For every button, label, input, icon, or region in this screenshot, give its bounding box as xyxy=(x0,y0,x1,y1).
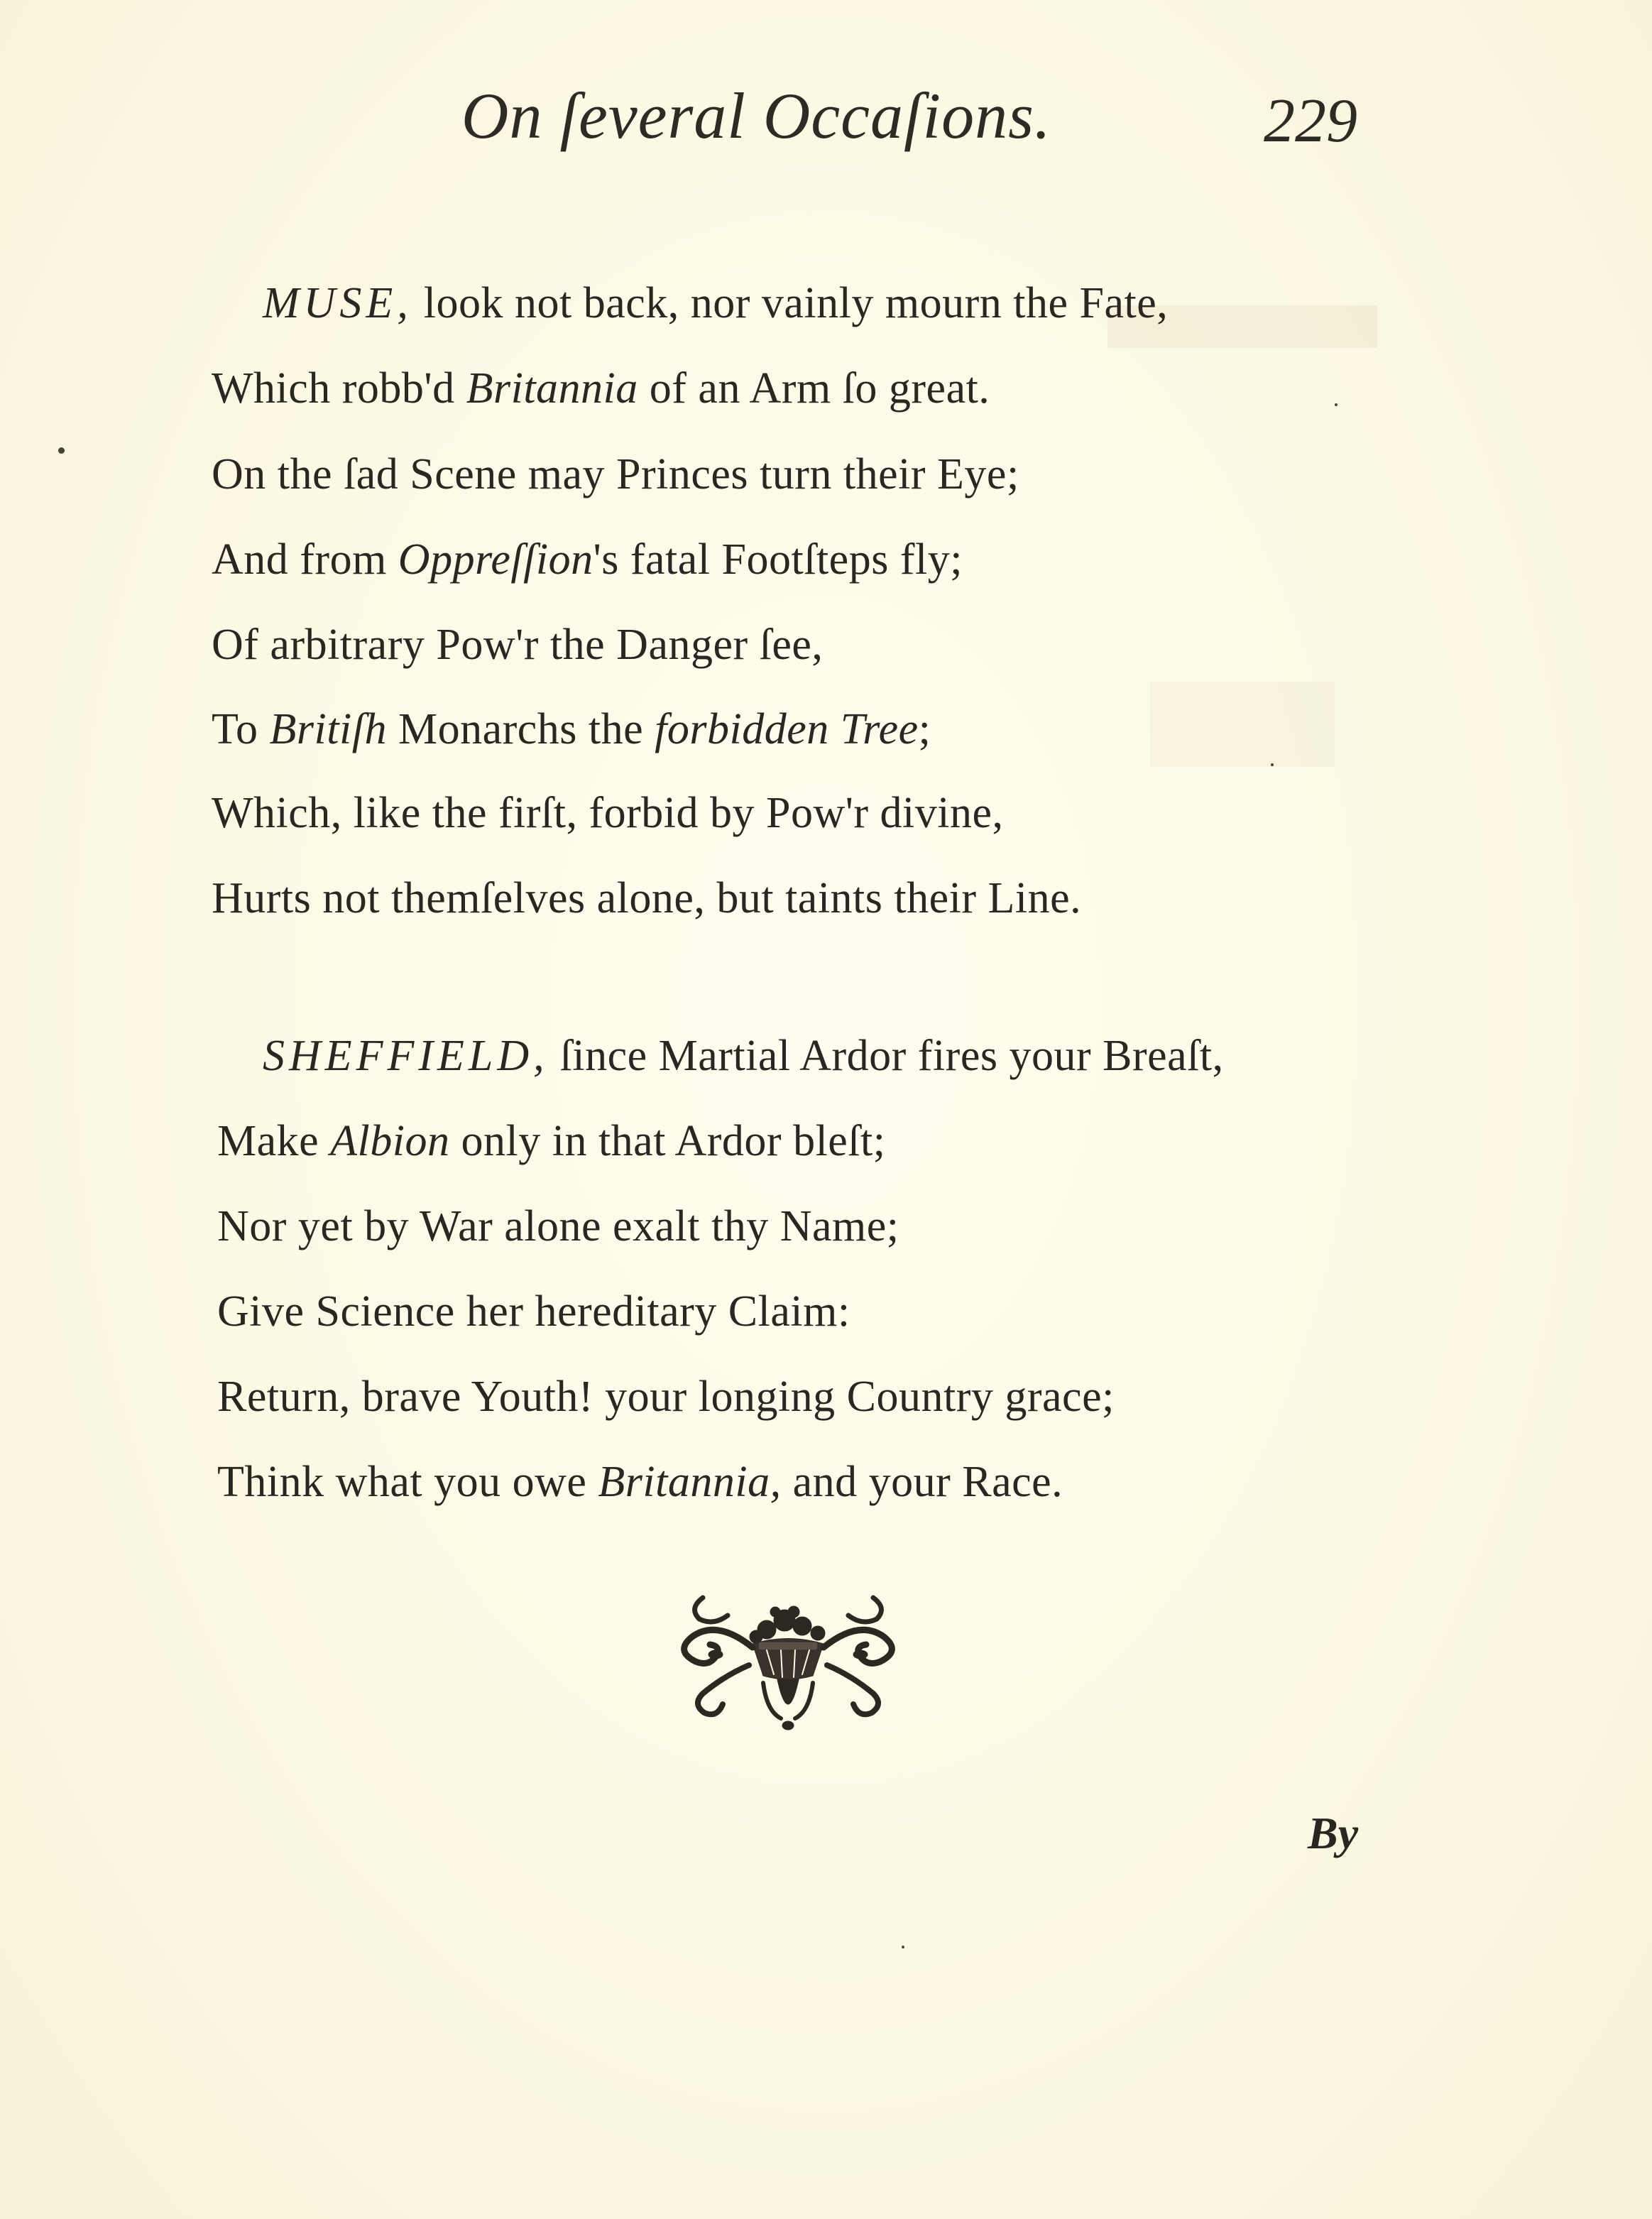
verse-text: Nor yet by War alone exalt thy Name; xyxy=(217,1202,899,1250)
verse-text: Of arbitrary Pow'r the Danger ſee, xyxy=(212,621,824,669)
verse-emphasis: SHEFFIELD, xyxy=(263,1032,549,1080)
catchword: By xyxy=(1308,1808,1359,1858)
verse-text: 's fatal Footſteps fly; xyxy=(593,535,963,584)
verse-text: Which robb'd xyxy=(212,364,466,413)
verse-emphasis: Britannia, xyxy=(598,1458,782,1506)
verse-text: Hurts not themſelves alone, but taints their Line. xyxy=(212,874,1082,922)
verse-text: ; xyxy=(918,705,931,753)
verse-line xyxy=(212,364,990,414)
running-title: On ſeveral Occaſions. xyxy=(461,80,1051,152)
show-through-shadow xyxy=(1150,682,1335,767)
verse-emphasis: Britiſh xyxy=(269,705,387,753)
verse-line xyxy=(263,1031,1224,1081)
verse-line xyxy=(217,1372,1115,1422)
verse-line xyxy=(217,1116,886,1167)
verse-text: Monarchs the xyxy=(386,705,655,753)
verse-text: On the ſad Scene may Princes turn their Eye; xyxy=(212,450,1019,498)
verse-text: ſince Martial Ardor fires your Breaſt, xyxy=(548,1032,1224,1080)
verse-text: Think what you owe xyxy=(217,1458,598,1506)
verse-text: of an Arm ſo great. xyxy=(638,364,990,413)
page-header xyxy=(0,78,1652,163)
verse-emphasis: Britannia xyxy=(466,364,638,413)
verse-line xyxy=(263,278,1168,329)
verse-line xyxy=(217,1457,1063,1507)
verse-text: and your Race. xyxy=(781,1458,1063,1506)
verse-text: Give Science her hereditary Claim: xyxy=(217,1287,850,1336)
verse-text: To xyxy=(212,705,270,753)
page-number: 229 xyxy=(1264,87,1357,156)
verse-line xyxy=(217,1287,850,1337)
verse-line xyxy=(217,1201,899,1252)
verse-line xyxy=(212,620,823,670)
verse-emphasis: MUSE, xyxy=(263,279,412,327)
verse-text: Which, like the firſt, forbid by Pow'r divine, xyxy=(212,789,1004,837)
floral-basket-ornament-icon xyxy=(660,1576,916,1733)
verse-emphasis: Oppreſſion xyxy=(398,535,593,584)
verse-line xyxy=(212,873,1081,924)
verse-line xyxy=(212,788,1004,839)
verse-line xyxy=(212,535,963,585)
verse-text: And from xyxy=(212,535,398,584)
verse-text: Make xyxy=(217,1117,331,1165)
verse-text: Return, brave Youth! your longing Country grace; xyxy=(217,1373,1115,1421)
verse-emphasis: Albion xyxy=(330,1117,450,1165)
verse-text: only in that Ardor bleſt; xyxy=(449,1117,886,1165)
verse-text: look not back, nor vainly mourn the Fate, xyxy=(412,279,1169,327)
verse-line xyxy=(212,704,931,755)
verse-emphasis: forbidden Tree xyxy=(655,705,919,753)
verse-line xyxy=(212,449,1019,500)
